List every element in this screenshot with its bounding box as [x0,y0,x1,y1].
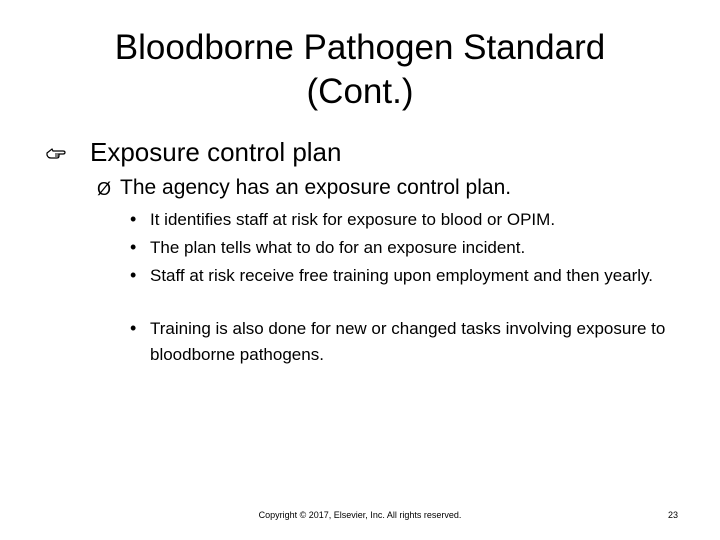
bullet-dot-icon: • [130,318,137,338]
bullet-dot-icon: • [130,265,137,285]
slide-title-line-1: Bloodborne Pathogen Standard [114,28,606,67]
slide-title-line-2: (Cont.) [306,72,414,111]
slide-title [60,26,660,114]
bullet-level-3-text: It identifies staff at risk for exposure to blood or OPIM. [150,210,556,229]
bullet-level-3-text: Training is also done for new or changed tasks involving exposure to bloodborne pathogens. [150,319,666,364]
bullet-level-3-text: The plan tells what to do for an exposure incident. [150,238,526,257]
copyright-footer: Copyright © 2017, Elsevier, Inc. All rights reserved. [258,510,462,520]
page-number: 23 [667,510,678,520]
arrowhead-bullet-icon: Ø [97,179,112,199]
bullet-dot-icon: • [130,237,137,257]
bullet-level-1-text: Exposure control plan [90,137,342,167]
bullet-level-3-text: Staff at risk receive free training upon employment and then yearly. [150,266,654,285]
bullet-dot-icon: • [130,209,137,229]
hand-pointer-bullet-icon [46,144,66,160]
bullet-level-2-text: The agency has an exposure control plan. [120,176,512,199]
